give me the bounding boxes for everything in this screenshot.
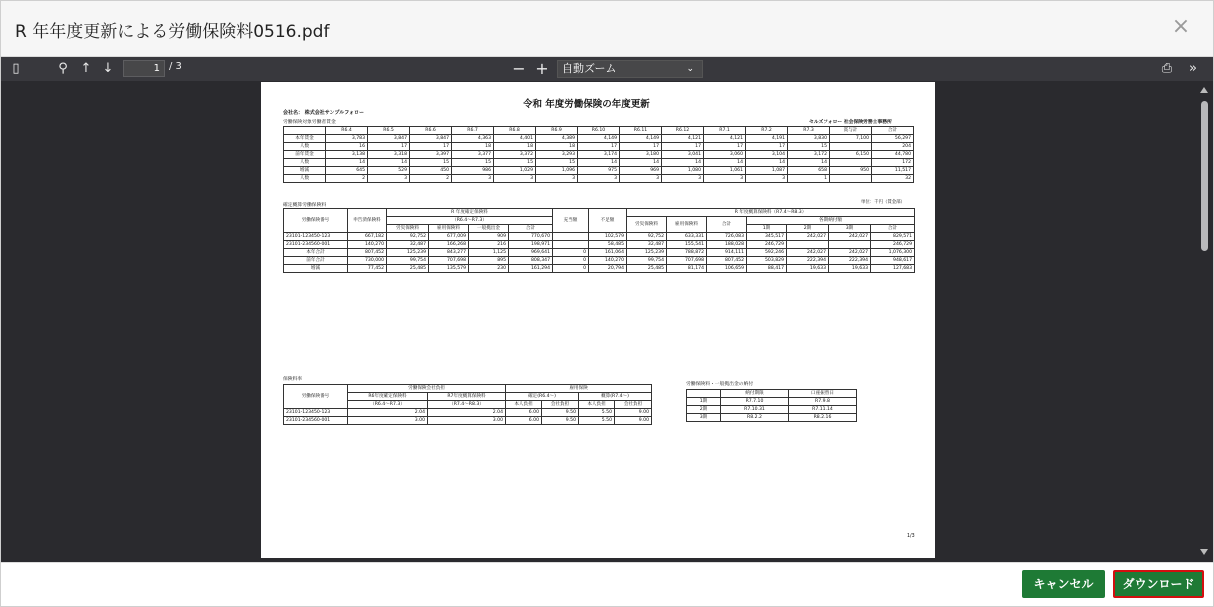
prem-head-cell: R 年度概算保険料（R7.4〜R8.3）	[627, 209, 915, 217]
wage-cell: 18	[536, 143, 578, 151]
wage-cell: 14	[368, 159, 410, 167]
wage-head-cell: 賞与計	[830, 127, 872, 135]
premium-cell: 102,579	[589, 233, 627, 241]
premium-cell: 677,009	[429, 233, 469, 241]
wage-cell: 17	[662, 143, 704, 151]
premium-cell: 本年合計	[284, 249, 348, 257]
zoom-select-label: 自動ズーム	[562, 62, 617, 75]
table-row	[284, 417, 652, 425]
wage-cell: 1,061	[704, 167, 746, 175]
wage-cell: 4,121	[662, 135, 704, 143]
premium-table-body	[284, 233, 915, 273]
wage-cell: 3	[452, 175, 494, 183]
wage-cell: 3,138	[326, 151, 368, 159]
section-rate-title: 保険料率	[283, 377, 303, 382]
wage-cell: 4,149	[578, 135, 620, 143]
rate-head-cell: 概算(R7.4〜)	[579, 393, 652, 401]
zoom-select[interactable]	[557, 60, 703, 78]
rate-cell: 9.50	[542, 417, 579, 425]
wage-cell: 56,297	[872, 135, 914, 143]
cancel-button[interactable]: キャンセル	[1022, 570, 1105, 598]
prem-head-cell: 各期納付額	[747, 217, 915, 225]
premium-cell: 770,670	[509, 233, 553, 241]
wage-head-cell: R7.3	[788, 127, 830, 135]
wage-head-cell: R6.12	[662, 127, 704, 135]
wage-table	[283, 126, 914, 183]
wage-cell: 3	[536, 175, 578, 183]
sidebar-toggle-icon[interactable]: ▯	[12, 61, 20, 76]
scroll-down-arrow-icon[interactable]	[1200, 549, 1208, 555]
table-row	[687, 390, 857, 398]
payment-cell: R7.11.14	[789, 406, 857, 414]
rate-head-cell: 会社負担	[542, 401, 579, 409]
wage-cell: 3,830	[788, 135, 830, 143]
premium-cell: 92,752	[627, 233, 667, 241]
wage-cell: 18	[494, 143, 536, 151]
pdf-page	[261, 82, 935, 558]
premium-cell: 198,971	[509, 241, 553, 249]
wage-cell: 人数	[284, 143, 326, 151]
premium-cell: 216	[469, 241, 509, 249]
wage-cell: 18	[452, 143, 494, 151]
premium-cell: 161,064	[589, 249, 627, 257]
wage-cell: 14	[578, 159, 620, 167]
prem-head-cell: 充当額	[553, 209, 589, 233]
more-tools-icon[interactable]: »	[1189, 61, 1197, 76]
premium-cell: 843,277	[429, 249, 469, 257]
scrollbar-thumb[interactable]	[1201, 101, 1208, 251]
wage-cell	[830, 159, 872, 167]
wage-cell: 4,149	[620, 135, 662, 143]
prem-head-cell: 1期	[747, 225, 787, 233]
table-row	[284, 159, 914, 167]
wage-cell: 15	[410, 159, 452, 167]
wage-cell: 3,041	[662, 151, 704, 159]
premium-cell: 707,698	[667, 257, 707, 265]
wage-head-cell: R7.1	[704, 127, 746, 135]
scroll-up-arrow-icon[interactable]	[1200, 87, 1208, 93]
table-row	[284, 409, 652, 417]
table-row	[284, 127, 914, 135]
table-row	[284, 135, 914, 143]
wage-cell	[830, 175, 872, 183]
wage-cell: 3,847	[410, 135, 452, 143]
wage-cell: 14	[620, 159, 662, 167]
page-total-label: / 3	[169, 61, 182, 72]
page-number-input[interactable]: 1	[123, 60, 165, 77]
payment-cell: 3期	[687, 414, 721, 422]
premium-cell: 909	[469, 233, 509, 241]
premium-cell: 808,347	[509, 257, 553, 265]
page-number-label: 1/3	[907, 534, 915, 539]
rate-cell: 9.00	[615, 417, 652, 425]
rate-head-cell: 会社負担	[615, 401, 652, 409]
premium-cell: 807,452	[348, 249, 387, 257]
premium-cell: 1,076,300	[871, 249, 915, 257]
rate-table-body	[284, 409, 652, 425]
rate-head-cell: （R7.4〜R8.3）	[428, 401, 506, 409]
wage-cell: 3,377	[452, 151, 494, 159]
wage-cell: 1	[788, 175, 830, 183]
premium-cell: 増減	[284, 265, 348, 273]
rate-head-cell: 確定(R6.4〜)	[506, 393, 579, 401]
payment-head-cell: 納付期限	[721, 390, 789, 398]
prem-head-cell: 2期	[787, 225, 829, 233]
wage-cell: 前年賃金	[284, 151, 326, 159]
rate-head-cell: 雇用保険	[506, 385, 652, 393]
premium-cell: 166,268	[429, 241, 469, 249]
rate-cell: 2.04	[348, 409, 428, 417]
table-row	[284, 167, 914, 175]
premium-cell: 0	[553, 257, 589, 265]
wage-cell: 3,104	[746, 151, 788, 159]
rate-head-cell: 労働保険番号	[284, 385, 348, 409]
wage-cell: 15	[494, 159, 536, 167]
wage-cell: 3	[620, 175, 662, 183]
prem-head-cell: 一般拠出金	[469, 225, 509, 233]
viewer-scrollbar[interactable]	[1200, 87, 1209, 555]
pdf-toolbar	[1, 57, 1213, 81]
table-row	[284, 249, 915, 257]
wage-cell: 17	[620, 143, 662, 151]
table-row	[284, 233, 915, 241]
wage-cell: 172	[872, 159, 914, 167]
premium-cell: 188,028	[707, 241, 747, 249]
premium-cell: 969,641	[509, 249, 553, 257]
wage-head-cell: R6.7	[452, 127, 494, 135]
wage-head-cell: R6.10	[578, 127, 620, 135]
premium-cell: 81,174	[667, 265, 707, 273]
wage-head-cell: R6.4	[326, 127, 368, 135]
table-row	[284, 143, 914, 151]
table-row	[284, 175, 914, 183]
premium-cell: 948,617	[871, 257, 915, 265]
table-row	[687, 414, 857, 422]
wage-cell: 658	[788, 167, 830, 175]
table-row	[284, 257, 915, 265]
wage-head-cell: R6.9	[536, 127, 578, 135]
premium-cell: 788,872	[667, 249, 707, 257]
wage-cell: 15	[452, 159, 494, 167]
rate-table	[283, 384, 652, 425]
premium-cell	[553, 241, 589, 249]
wage-head-cell: R6.11	[620, 127, 662, 135]
table-row	[687, 398, 857, 406]
payment-table	[686, 389, 857, 422]
premium-cell: 246,729	[747, 241, 787, 249]
wage-head-cell: R6.8	[494, 127, 536, 135]
wage-cell: 11,517	[872, 167, 914, 175]
premium-cell: 242,027	[829, 249, 871, 257]
prem-head-cell: R 年度確定保険料	[387, 209, 553, 217]
premium-cell: 730,000	[348, 257, 387, 265]
download-button[interactable]: ダウンロード	[1113, 570, 1204, 598]
prem-head-cell: 労災保険料	[387, 225, 429, 233]
wage-head-cell: R6.6	[410, 127, 452, 135]
rate-cell: 23101-123450-123	[284, 409, 348, 417]
wage-cell: 3	[746, 175, 788, 183]
premium-cell	[829, 241, 871, 249]
premium-cell: 125,239	[387, 249, 429, 257]
wage-cell: 17	[410, 143, 452, 151]
wage-cell: 950	[830, 167, 872, 175]
rate-head-cell: R7年度概算保険料	[428, 393, 506, 401]
wage-cell: 3,783	[326, 135, 368, 143]
wage-cell: 3	[578, 175, 620, 183]
prem-head-cell: 合計	[509, 225, 553, 233]
wage-cell: 17	[368, 143, 410, 151]
wage-cell: 3	[662, 175, 704, 183]
wage-cell: 15	[536, 159, 578, 167]
premium-cell: 230	[469, 265, 509, 273]
premium-cell: 125,239	[627, 249, 667, 257]
premium-cell: 99,754	[387, 257, 429, 265]
wage-cell: 4,363	[452, 135, 494, 143]
premium-cell: 242,027	[829, 233, 871, 241]
premium-cell: 503,829	[747, 257, 787, 265]
table-row	[284, 151, 914, 159]
rate-cell: 5.50	[579, 409, 615, 417]
doc-title: 令和 年度労働保険の年度更新	[523, 99, 650, 110]
wage-cell: 44,780	[872, 151, 914, 159]
premium-cell: 161,294	[509, 265, 553, 273]
wage-cell: 14	[662, 159, 704, 167]
premium-cell: 707,698	[429, 257, 469, 265]
chevron-down-icon: ⌄	[686, 64, 694, 74]
close-icon[interactable]: ×	[1171, 14, 1191, 39]
premium-cell: 140,270	[589, 257, 627, 265]
premium-cell: 32,487	[627, 241, 667, 249]
wage-cell: 14	[788, 159, 830, 167]
section-premium-title: 確定概算労働保険料	[283, 203, 327, 208]
wage-head-cell: R6.5	[368, 127, 410, 135]
rate-cell: 5.50	[579, 417, 615, 425]
premium-cell: 106,659	[707, 265, 747, 273]
premium-cell: 807,452	[707, 257, 747, 265]
premium-cell: 914,111	[707, 249, 747, 257]
wage-cell: 645	[326, 167, 368, 175]
wage-cell: 6,150	[830, 151, 872, 159]
wage-cell: 3	[494, 175, 536, 183]
wage-cell: 14	[326, 159, 368, 167]
rate-cell: 3.00	[348, 417, 428, 425]
premium-cell: 25,485	[627, 265, 667, 273]
payment-cell: R7.9.8	[789, 398, 857, 406]
wage-cell: 人数	[284, 175, 326, 183]
premium-cell: 19,633	[787, 265, 829, 273]
wage-cell: 3,172	[788, 151, 830, 159]
premium-cell: 0	[553, 265, 589, 273]
premium-cell: 127,683	[871, 265, 915, 273]
wage-cell: 1,029	[494, 167, 536, 175]
wage-cell: 1,087	[746, 167, 788, 175]
wage-head-cell: 合計	[872, 127, 914, 135]
wage-cell: 4,389	[536, 135, 578, 143]
premium-cell: 20,794	[589, 265, 627, 273]
wage-cell: 3,372	[494, 151, 536, 159]
premium-cell: 0	[553, 249, 589, 257]
rate-cell: 2.04	[428, 409, 506, 417]
prem-head-cell: 3期	[829, 225, 871, 233]
table-row	[284, 241, 915, 249]
premium-cell: 155,541	[667, 241, 707, 249]
premium-cell: 345,517	[747, 233, 787, 241]
premium-cell: 222,394	[787, 257, 829, 265]
prem-head-cell: 合計	[707, 217, 747, 233]
wage-cell: 3,060	[704, 151, 746, 159]
wage-cell: 増減	[284, 167, 326, 175]
wage-cell: 4,191	[746, 135, 788, 143]
prem-head-cell: 申告済保険料	[348, 209, 387, 233]
premium-cell: 23101-123450-123	[284, 233, 348, 241]
wage-cell: 14	[746, 159, 788, 167]
rate-cell: 6.00	[506, 409, 542, 417]
premium-cell: 前年合計	[284, 257, 348, 265]
premium-cell: 19,633	[829, 265, 871, 273]
payment-cell: 1期	[687, 398, 721, 406]
premium-cell: 92,752	[387, 233, 429, 241]
wage-cell: 3	[368, 175, 410, 183]
payment-cell: R7.7.10	[721, 398, 789, 406]
rate-head-cell: 本人負担	[506, 401, 542, 409]
wage-cell: 1,080	[662, 167, 704, 175]
wage-cell: 969	[620, 167, 662, 175]
premium-table	[283, 208, 915, 273]
premium-cell: 633,331	[667, 233, 707, 241]
wage-cell: 3,180	[620, 151, 662, 159]
pdf-viewer[interactable]	[1, 81, 1213, 562]
wage-cell: 本年賃金	[284, 135, 326, 143]
wage-cell: 3,847	[368, 135, 410, 143]
print-icon[interactable]: ⎙	[1161, 61, 1173, 76]
payment-cell: R8.2.16	[789, 414, 857, 422]
wage-cell: 4,121	[704, 135, 746, 143]
rate-cell: 9.50	[542, 409, 579, 417]
wage-cell: 975	[578, 167, 620, 175]
payment-cell: 2期	[687, 406, 721, 414]
premium-cell: 77,452	[348, 265, 387, 273]
wage-cell: 529	[368, 167, 410, 175]
wage-cell: 32	[872, 175, 914, 183]
unit-label: 単位：千円（賃金部）	[861, 200, 905, 205]
premium-cell: 242,027	[787, 233, 829, 241]
doc-company: 会社名： 株式会社サンプルフォロー	[283, 110, 365, 116]
wage-cell: 7,100	[830, 135, 872, 143]
rate-head-cell: R6年度確定保険料	[348, 393, 428, 401]
zoom-out-icon[interactable]: −	[512, 59, 526, 78]
wage-cell: 450	[410, 167, 452, 175]
premium-cell: 58,485	[589, 241, 627, 249]
wage-cell: 204	[872, 143, 914, 151]
prem-head-cell: （R6.4〜R7.3）	[387, 217, 553, 225]
prem-head-cell: 雇用保険料	[667, 217, 707, 233]
prem-head-cell: 雇用保険料	[429, 225, 469, 233]
premium-cell: 1,125	[469, 249, 509, 257]
premium-cell: 99,754	[627, 257, 667, 265]
wage-cell: 17	[578, 143, 620, 151]
wage-cell	[830, 143, 872, 151]
wage-cell: 3,293	[536, 151, 578, 159]
rate-cell: 23101-234560-001	[284, 417, 348, 425]
prem-head-cell: 合計	[871, 225, 915, 233]
dialog-title: R 年年度更新による労働保険料0516.pdf	[15, 22, 330, 42]
wage-cell: 1,096	[536, 167, 578, 175]
premium-cell: 25,485	[387, 265, 429, 273]
premium-cell: 222,394	[829, 257, 871, 265]
search-icon[interactable]: ⚲	[58, 61, 68, 76]
table-row	[284, 265, 915, 273]
payment-head-cell	[687, 390, 721, 398]
prem-head-cell: 労災保険料	[627, 217, 667, 233]
wage-cell: 2	[410, 175, 452, 183]
doc-office: セルズフォロー 社会保険労務士事務所	[809, 120, 892, 125]
wage-cell: 3,174	[578, 151, 620, 159]
rate-cell: 6.00	[506, 417, 542, 425]
premium-cell: 829,571	[871, 233, 915, 241]
prem-head-cell: 労働保険番号	[284, 209, 348, 233]
prem-head-cell: 不足額	[589, 209, 627, 233]
payment-cell: R7.10.31	[721, 406, 789, 414]
table-row	[687, 406, 857, 414]
premium-cell: 242,027	[787, 249, 829, 257]
rate-head-cell: （R6.4〜R7.3）	[348, 401, 428, 409]
rate-cell: 9.00	[615, 409, 652, 417]
wage-cell: 4,401	[494, 135, 536, 143]
wage-cell: 2	[326, 175, 368, 183]
wage-cell: 16	[326, 143, 368, 151]
wage-cell: 17	[746, 143, 788, 151]
wage-cell: 17	[704, 143, 746, 151]
premium-cell: 135,579	[429, 265, 469, 273]
wage-cell: 986	[452, 167, 494, 175]
premium-cell: 23101-234560-001	[284, 241, 348, 249]
premium-cell: 592,246	[747, 249, 787, 257]
rate-head-cell: 労働保険会社負担	[348, 385, 506, 393]
wage-cell: 14	[704, 159, 746, 167]
premium-cell: 32,487	[387, 241, 429, 249]
premium-cell: 895	[469, 257, 509, 265]
wage-cell: 15	[788, 143, 830, 151]
premium-cell: 667,182	[348, 233, 387, 241]
dialog-footer	[1, 562, 1213, 606]
rate-head-cell: 本人負担	[579, 401, 615, 409]
wage-cell: 3,397	[410, 151, 452, 159]
previous-page-icon[interactable]: ↑	[80, 61, 92, 76]
payment-cell: R8.2.2	[721, 414, 789, 422]
premium-cell	[553, 233, 589, 241]
zoom-in-icon[interactable]: +	[535, 59, 549, 78]
rate-cell: 3.00	[428, 417, 506, 425]
premium-cell: 246,729	[871, 241, 915, 249]
wage-head-cell	[284, 127, 326, 135]
next-page-icon[interactable]: ↓	[102, 61, 114, 76]
premium-cell: 88,417	[747, 265, 787, 273]
section-payment-title: 労働保険料・一般拠出金の納付	[686, 382, 754, 387]
premium-cell	[787, 241, 829, 249]
section-wages-title: 労働保険対象労働者賃金	[283, 120, 336, 125]
wage-cell: 人数	[284, 159, 326, 167]
wage-cell: 3,318	[368, 151, 410, 159]
wage-head-cell: R7.2	[746, 127, 788, 135]
payment-head-cell: 口座振替日	[789, 390, 857, 398]
wage-cell: 3	[704, 175, 746, 183]
premium-cell: 726,083	[707, 233, 747, 241]
dialog-header	[1, 1, 1213, 57]
premium-cell: 140,270	[348, 241, 387, 249]
